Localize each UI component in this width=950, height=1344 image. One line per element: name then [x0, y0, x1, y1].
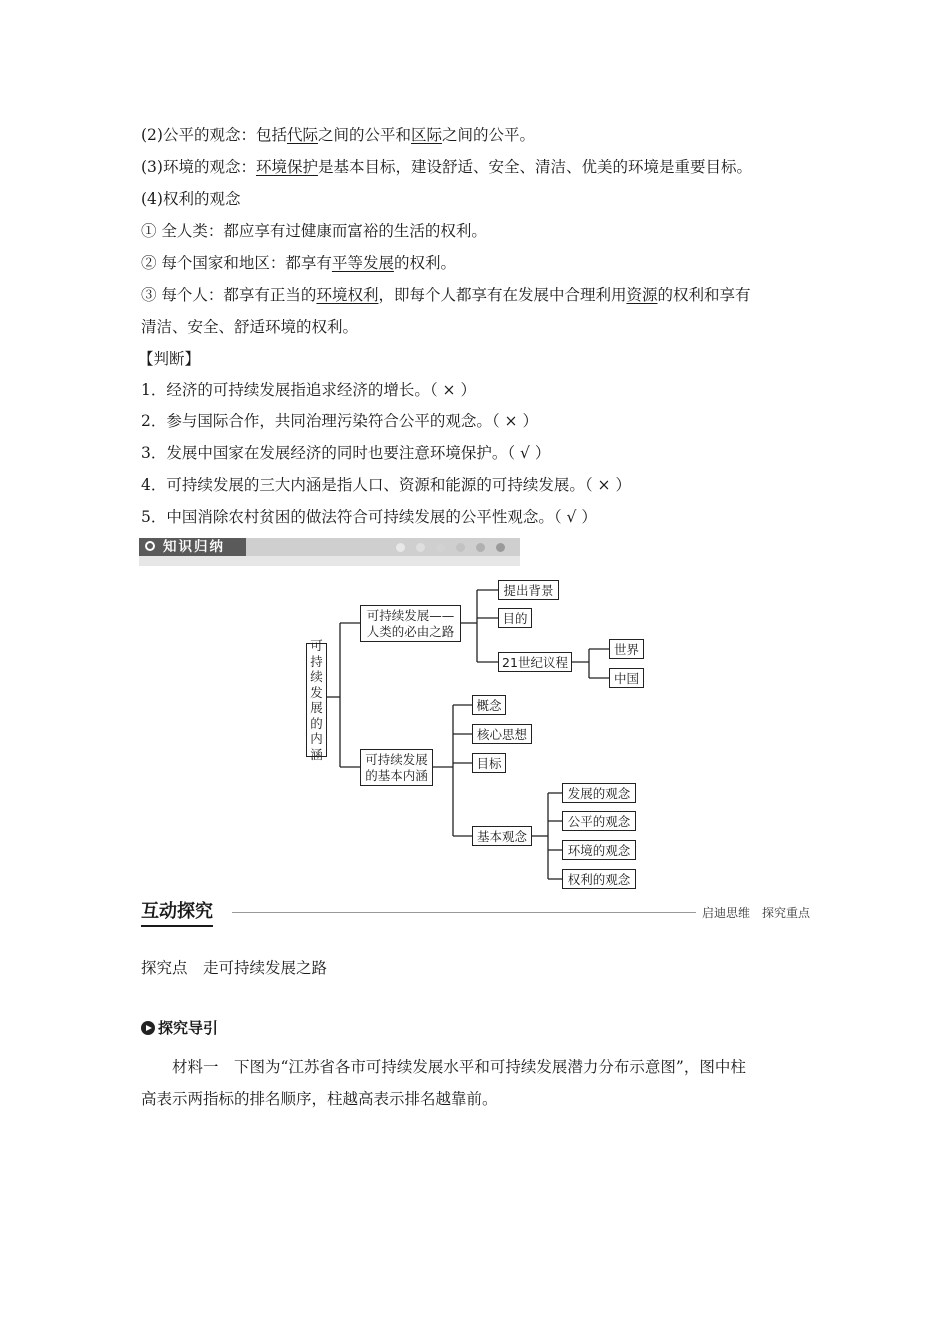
blank-answer: 平等发展	[331, 254, 394, 272]
blank-answer: 区际	[411, 126, 443, 144]
material-paragraph	[141, 1051, 811, 1115]
node-purpose: 目的	[498, 608, 532, 628]
root-char: 内	[310, 731, 323, 746]
text: ，即每个人都享有在发展中合理利用	[378, 286, 627, 304]
material-line: 材料一 下图为“江苏省各市可持续发展水平和可持续发展潜力分布示意图”，图中柱	[172, 1058, 746, 1076]
root-char: 持	[310, 653, 323, 669]
node-rights-concept: 权利的观念	[562, 869, 636, 889]
root-char: 可	[310, 638, 323, 653]
branch-basic-connotation	[360, 749, 433, 786]
node-goal: 目标	[472, 753, 506, 773]
node-world: 世界	[609, 639, 644, 659]
material-line: 高表示两指标的排名顺序，柱越高表示排名越靠前。	[141, 1090, 498, 1108]
node-core-idea: 核心思想	[472, 724, 532, 744]
right-individual-cont: 清洁、安全、舒适环境的权利。	[141, 318, 359, 336]
node-china: 中国	[609, 668, 644, 688]
judge-item: 2．参与国际合作，共同治理污染符合公平的观念。（ × ）	[141, 412, 538, 430]
blank-answer: 环境保护	[255, 158, 318, 176]
text: 之间的公平和	[317, 126, 411, 144]
node-concept: 概念	[472, 695, 506, 715]
blank-answer: 资源	[626, 286, 658, 304]
header-rule	[232, 912, 696, 913]
node-environment-concept: 环境的观念	[562, 840, 636, 860]
text: 是基本目标，建设舒适、安全、清洁、优美的环境是重要目标。	[317, 158, 752, 176]
judge-title: 【判断】	[138, 350, 201, 368]
tree-root	[306, 638, 327, 762]
blank-answer: 代际	[286, 126, 318, 144]
interactive-subtitle: 启迪思维 探究重点	[702, 906, 811, 920]
node-development-concept: 发展的观念	[562, 783, 636, 803]
node-fairness-concept: 公平的观念	[562, 811, 636, 831]
root-char: 展	[310, 700, 323, 715]
text: 的权利。	[393, 254, 456, 272]
text: ② 每个国家和地区：都享有	[141, 254, 332, 272]
text: (2)公平的观念：包括	[141, 126, 287, 144]
root-char: 发	[310, 684, 323, 700]
box-text: 可持续发展	[365, 752, 428, 767]
root-char: 的	[310, 715, 323, 731]
interactive-title: 互动探究	[141, 900, 213, 927]
box-text: 人类的必由之路	[366, 623, 455, 639]
branch-necessary-road	[360, 605, 461, 642]
section-label: 知识归纳	[163, 539, 225, 555]
guide-heading	[141, 1017, 218, 1038]
node-background: 提出背景	[498, 580, 559, 600]
play-icon	[141, 1021, 155, 1035]
text: (3)环境的观念：	[141, 158, 256, 176]
node-basic-concepts: 基本观念	[472, 826, 532, 846]
box-text: 的基本内涵	[365, 767, 428, 783]
judge-item: 1．经济的可持续发展指追求经济的增长。（ × ）	[141, 381, 476, 399]
guide-title: 探究导引	[158, 1019, 219, 1037]
judge-item: 3．发展中国家在发展经济的同时也要注意环境保护。（ √ ）	[141, 444, 551, 462]
judge-item: 4．可持续发展的三大内涵是指人口、资源和能源的可持续发展。（ × ）	[141, 476, 631, 494]
root-char: 涵	[310, 746, 323, 762]
judge-item: 5．中国消除农村贫困的做法符合可持续发展的公平性观念。（ √ ）	[141, 508, 597, 526]
blank-answer: 环境权利	[316, 286, 379, 304]
root-char: 续	[310, 669, 323, 684]
explore-point: 探究点 走可持续发展之路	[141, 959, 328, 977]
text: 之间的公平。	[442, 126, 536, 144]
point-rights: (4)权利的观念	[141, 190, 241, 208]
text: 的权利和享有	[657, 286, 751, 304]
box-text: 可持续发展——	[366, 608, 455, 623]
node-agenda21: 21世纪议程	[498, 652, 572, 672]
text: ③ 每个人：都享有正当的	[141, 286, 317, 304]
right-humanity: ① 全人类：都应享有过健康而富裕的生活的权利。	[141, 222, 487, 240]
